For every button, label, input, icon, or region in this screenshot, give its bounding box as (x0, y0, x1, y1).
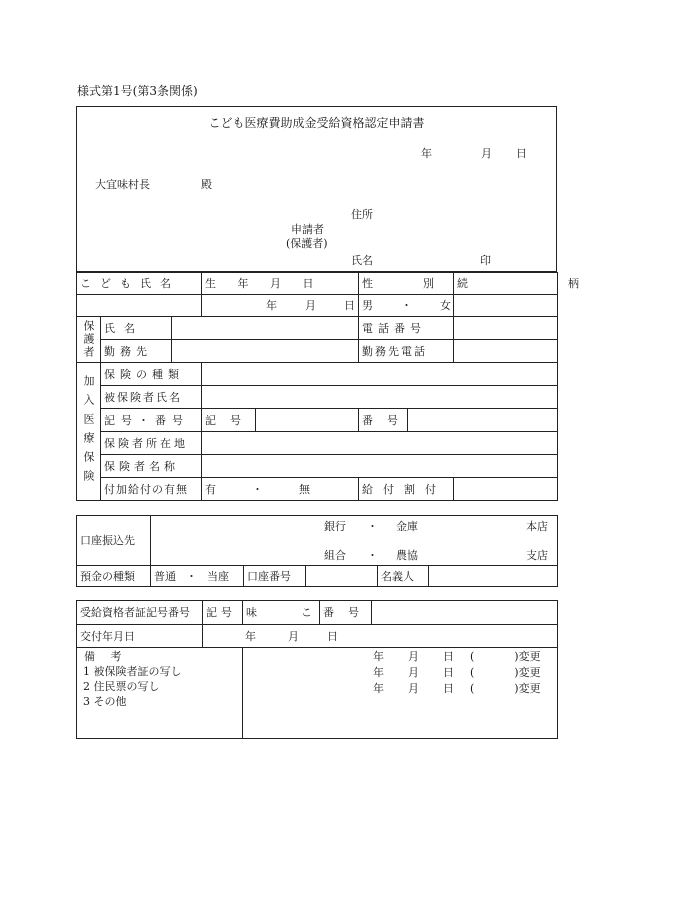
child-name-label: こども氏名 (77, 273, 202, 295)
deposit-dot: ・ (186, 569, 197, 583)
insurance-group-label: 加入医療保険 (77, 363, 101, 501)
birth-label-sei: 生 (205, 277, 217, 290)
deposit-type-select[interactable] (151, 566, 244, 587)
remark-1: 1 被保険者証の写し (83, 665, 182, 678)
birth-year-unit: 年 (266, 299, 278, 312)
remark-2: 2 住民票の写し (83, 680, 160, 693)
bank-dot-2: ・ (367, 549, 378, 562)
cert-kigo-ko: こ (301, 606, 312, 619)
insurance-kigo-label: 記号 (202, 409, 256, 432)
insurance-bango-label: 番号 (359, 409, 408, 432)
bank-label-kumiai: 組合 (324, 549, 346, 562)
bank-dot-1: ・ (367, 520, 378, 533)
applicant-label: 申請者 (291, 223, 324, 236)
change-row-2: 年 月 日 ( )変更 (373, 666, 541, 679)
seal-mark: 印 (480, 254, 491, 267)
insurance-kigo-input[interactable] (256, 409, 359, 432)
guardian-workplace-input[interactable] (172, 340, 359, 363)
account-holder-input[interactable] (429, 566, 558, 587)
honorific: 殿 (201, 178, 212, 191)
remark-3: 3 その他 (83, 695, 127, 708)
cert-bango-input[interactable] (372, 601, 558, 625)
change-history-cell[interactable] (243, 648, 558, 739)
bank-name-input[interactable] (151, 516, 558, 566)
account-number-input[interactable] (306, 566, 378, 587)
issue-month-unit: 月 (288, 629, 299, 643)
date-month[interactable]: 月 (481, 147, 492, 160)
birth-day-unit: 日 (344, 299, 356, 312)
benefit-yes[interactable]: 有 (205, 482, 217, 496)
change-row-1: 年 月 日 ( )変更 (373, 650, 541, 663)
insurer-address-input[interactable] (202, 432, 558, 455)
deposit-futsu[interactable]: 普通 (154, 569, 176, 583)
guardian-work-phone-label: 勤務先電話 (359, 340, 454, 363)
benefit-no[interactable]: 無 (299, 482, 311, 496)
issue-day-unit: 日 (327, 629, 338, 643)
date-day[interactable]: 日 (516, 147, 527, 160)
guardian-phone-input[interactable] (454, 317, 558, 340)
cert-bango-label: 番号 (320, 601, 372, 625)
cert-number-label: 受給資格者証記号番号 (77, 601, 203, 625)
sex-female[interactable]: 女 (440, 299, 452, 312)
remarks-cell (77, 648, 243, 739)
form-title: こども医療費助成金受給資格認定申請書 (208, 116, 425, 130)
applicant-details-table (76, 272, 679, 501)
insured-name-input[interactable] (202, 386, 558, 409)
bank-label-honten: 本店 (526, 520, 548, 533)
insurance-number-label: 記号・番号 (101, 409, 202, 432)
form-number: 様式第1号(第3条関係) (77, 84, 198, 98)
sex-label-cell: 性別 (359, 273, 454, 295)
additional-benefit-label: 付加給付の有無 (101, 478, 202, 501)
birth-month-unit: 月 (305, 299, 317, 312)
guardian-work-phone-input[interactable] (454, 340, 558, 363)
guardian-group-label: 保護者 (77, 317, 101, 363)
bank-label-ginko: 銀行 (324, 520, 346, 533)
relation-input[interactable] (454, 295, 558, 317)
child-name-input[interactable] (77, 295, 202, 317)
addressee: 大宜味村長 (95, 178, 150, 191)
bank-label-shiten: 支店 (526, 549, 548, 562)
benefit-ratio-label: 給付割付 (359, 478, 454, 501)
insurance-bango-input[interactable] (408, 409, 558, 432)
guardian-workplace-label: 勤務先 (101, 340, 172, 363)
guardian-name-label: 氏名 (101, 317, 172, 340)
applicant-name-label: 氏名 (351, 254, 373, 267)
insurance-type-label: 保険の種類 (101, 363, 202, 386)
account-number-label: 口座番号 (244, 566, 306, 587)
sex-select[interactable] (359, 295, 454, 317)
sex-dot: ・ (401, 299, 413, 312)
insurer-name-label: 保険者名称 (101, 455, 202, 478)
benefit-ratio-input[interactable] (454, 478, 558, 501)
issue-date-input[interactable] (203, 625, 558, 648)
applicant-address-label: 住所 (351, 208, 373, 221)
cert-kigo-label: 記号 (203, 601, 243, 625)
date-year[interactable]: 年 (421, 147, 432, 160)
deposit-type-label: 預金の種類 (77, 566, 151, 587)
guardian-paren-label: (保護者) (286, 237, 328, 250)
guardian-name-input[interactable] (172, 317, 359, 340)
deposit-toza[interactable]: 当座 (207, 569, 229, 583)
additional-benefit-select[interactable] (202, 478, 359, 501)
birth-label-month: 月 (270, 277, 282, 290)
cert-kigo-mi: 味 (246, 606, 257, 619)
bank-transfer-label: 口座振込先 (77, 516, 151, 566)
change-row-3: 年 月 日 ( )変更 (373, 682, 541, 695)
issue-year-unit: 年 (245, 629, 256, 643)
insurer-name-input[interactable] (202, 455, 558, 478)
birth-label-cell (202, 273, 359, 295)
relation-label-cell: 続柄 (454, 273, 558, 295)
birth-label-day: 日 (302, 277, 314, 290)
insurer-address-label: 保険者所在地 (101, 432, 202, 455)
insurance-type-input[interactable] (202, 363, 558, 386)
birth-label-year: 年 (237, 277, 249, 290)
bank-label-nokyo: 農協 (396, 549, 418, 562)
application-header-box (76, 106, 557, 272)
account-holder-label: 名義人 (378, 566, 429, 587)
cert-kigo-input[interactable] (243, 601, 320, 625)
remarks-label: 備 考 (84, 650, 128, 663)
insured-name-label: 被保険者氏名 (101, 386, 202, 409)
office-use-table (76, 600, 558, 739)
guardian-phone-label: 電話番号 (359, 317, 454, 340)
issue-date-label: 交付年月日 (77, 625, 203, 648)
sex-male[interactable]: 男 (362, 299, 374, 312)
bank-label-kinko: 金庫 (396, 520, 418, 533)
bank-table (76, 515, 558, 587)
birth-date-input[interactable] (202, 295, 359, 317)
benefit-dot: ・ (252, 482, 264, 496)
